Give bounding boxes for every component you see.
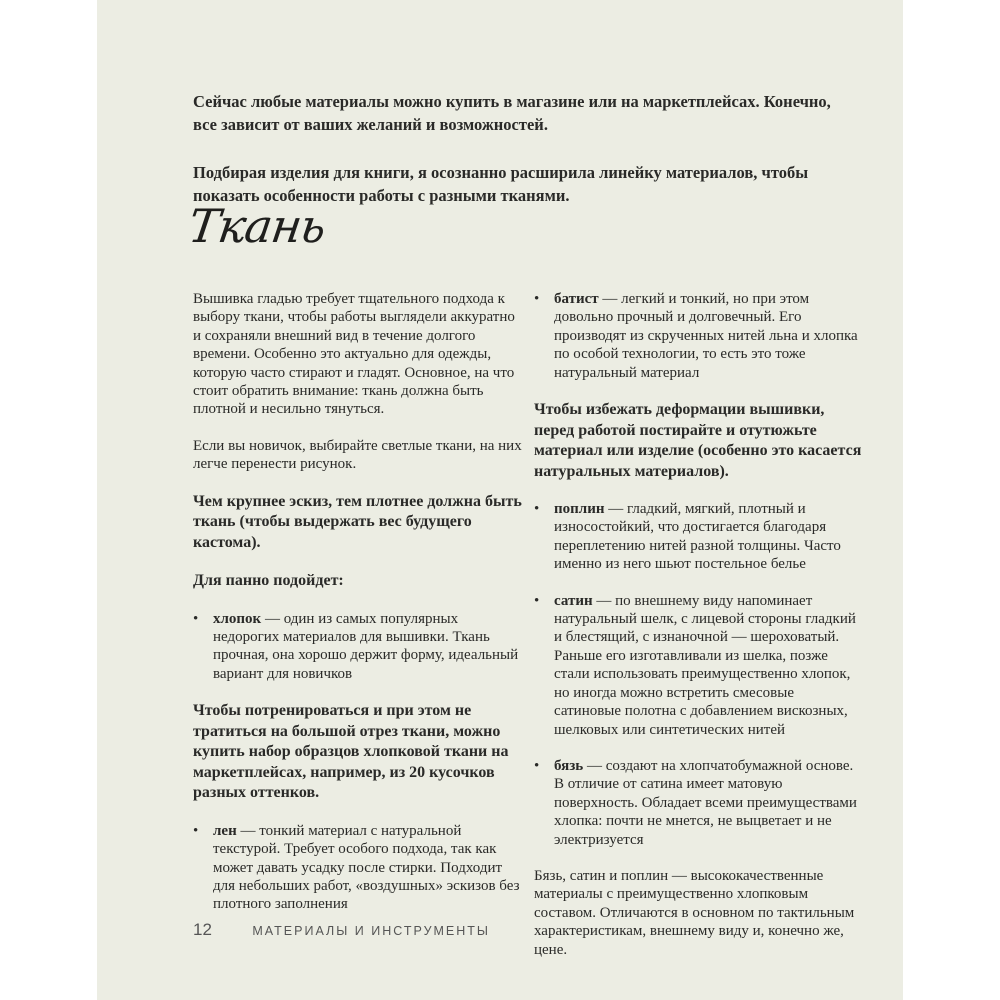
right-bold-paragraph-1: Чтобы избежать деформации вышивки, перед работой постирайте и отутюжьте материал или изделие (особенно это касается натуральных материалов). <box>534 401 862 480</box>
term-poplin: поплин <box>554 501 605 518</box>
list-item-cotton <box>193 610 523 684</box>
right-paragraph-1: Бязь, сатин и поплин — высококачественные материалы с преимущественно хлопковым составом. Отличаются в основном по тактильным характеристикам, внешнему виду и, конечно же, цене. <box>534 867 855 958</box>
list-item-batiste <box>534 290 864 382</box>
left-paragraph-1: Вышивка гладью требует тщательного подхода к выбору ткани, чтобы работы выглядели аккуратно и сохраняли внешний вид в течение долгого времени. Особенно это актуально для одежды, которую часто стирают и гладят. Основное, на что стоит обратить внимание: ткань должна быть плотной и несильно тянуться. <box>193 291 515 418</box>
term-satin: сатин <box>554 592 593 609</box>
list-item-calico <box>534 757 864 849</box>
left-column <box>193 290 523 932</box>
definition-cotton: — один из самых популярных недорогих материалов для вышивки. Ткань прочная, она хорошо держит форму, идеальный вариант для новичков <box>213 610 519 682</box>
right-column <box>534 290 864 977</box>
list-item-poplin <box>534 500 864 574</box>
bullet-icon: • <box>193 610 199 627</box>
left-bold-paragraph-3: Чтобы потренироваться и при этом не тратиться на большой отрез ткани, можно купить набор образцов хлопковой ткани на маркетплейсах, например, из 20 кусочков разных оттенков. <box>193 702 509 802</box>
intro-paragraph-2: Подбирая изделия для книги, я осознанно расширила линейку материалов, чтобы показать особенности работы с разными тканями. <box>193 163 809 205</box>
section-heading: Ткань <box>185 199 329 253</box>
definition-poplin: — гладкий, мягкий, плотный и износостойкий, что достигается благодаря переплетению нитей разной толщины. Часто именно из него шьют постельное белье <box>554 501 841 573</box>
bullet-icon: • <box>534 757 540 774</box>
definition-linen: — тонкий материал с натуральной текстурой. Требует особого подхода, так как может давать усадку после стирки. Подходит для небольших работ, «воздушных» эскизов без плотного заполнения <box>213 822 520 913</box>
bullet-icon: • <box>534 291 540 307</box>
definition-batiste: — легкий и тонкий, но при этом довольно прочный и долговечный. Его производят из скрученных нитей льна и хлопка по особой технологии, то есть это тоже натуральный материал <box>554 291 858 381</box>
term-linen: лен <box>213 822 237 839</box>
bullet-icon: • <box>193 822 199 839</box>
term-calico: бязь <box>554 757 584 774</box>
definition-satin: — по внешнему виду напоминает натуральный шелк, с лицевой стороны гладкий и блестящий, с изнаночной — шероховатый. Раньше его изготавливали из шелка, позже стали использовать преимущественно хлопок, но иногда можно встретить смесовые сатиновые полотна с добавлением вискозных, шелковых или синтетических нитей <box>554 592 856 738</box>
definition-calico: — создают на хлопчатобумажной основе. В отличие от сатина имеет матовую поверхность. Обладает всеми преимуществами хлопка: почти не мнется, не выцветает и не электризуется <box>554 757 857 848</box>
bullet-icon: • <box>534 501 540 518</box>
intro-paragraph-1: Сейчас любые материалы можно купить в магазине или на маркетплейсах. Конечно, все зависит от ваших желаний и возможностей. <box>193 92 831 134</box>
list-item-linen <box>193 822 523 914</box>
page-footer <box>193 920 490 940</box>
running-title: МАТЕРИАЛЫ И ИНСТРУМЕНТЫ <box>252 924 490 938</box>
bullet-icon: • <box>534 592 540 609</box>
book-page <box>97 0 903 1000</box>
left-paragraph-2: Если вы новичок, выбирайте светлые ткани, на них легче перенести рисунок. <box>193 437 522 473</box>
term-cotton: хлопок <box>213 610 262 627</box>
page-number: 12 <box>193 920 212 939</box>
term-batiste: батист <box>554 291 599 307</box>
list-item-satin <box>534 592 864 739</box>
left-bold-paragraph-1: Чем крупнее эскиз, тем плотнее должна быть ткань (чтобы выдержать вес будущего кастома). <box>193 492 522 551</box>
left-bold-paragraph-2: Для панно подойдет: <box>193 572 344 590</box>
